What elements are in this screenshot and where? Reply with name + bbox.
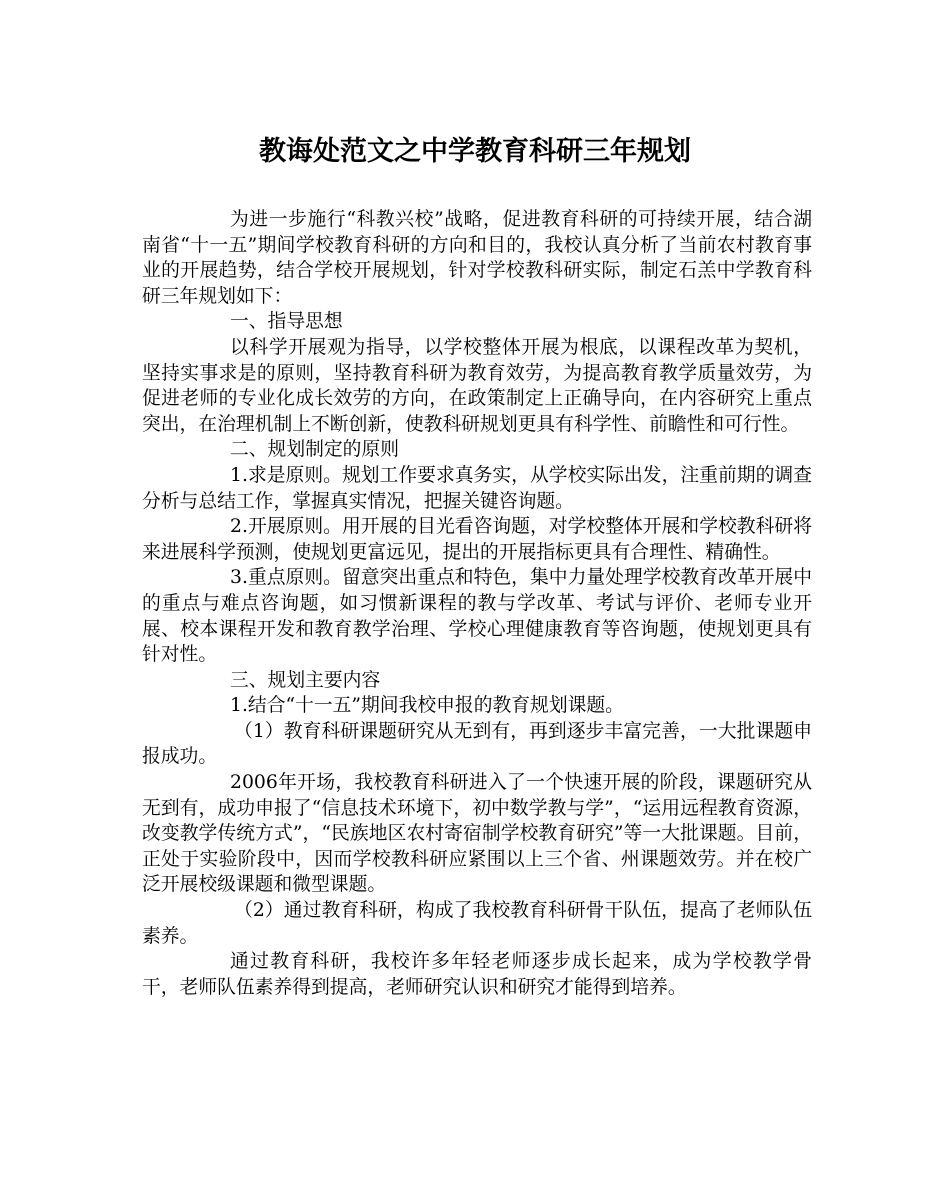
document-body bbox=[142, 207, 812, 1000]
paragraph-2006: 2006年开场，我校教育科研进入了一个快速开展的阶段，课题研究从无到有，成功申报了“信息技术环境下，初中数学教与学”，“运用远程教育资源，改变教学传统方式”，“民族地区农村寄宿制学校教育研究”等一大批课题。目前，正处于实验阶段中，因而学校教科研应紧围以上三个省、州课题效劳。并在校广泛开展校级课题和微型课题。 bbox=[142, 772, 812, 896]
content-subitem-2: （2）通过教育科研，构成了我校教育科研骨干队伍，提高了老师队伍素养。 bbox=[142, 900, 812, 947]
paragraph-teachers: 通过教育科研，我校许多年轻老师逐步成长起来，成为学校教学骨干，老师队伍素养得到提高，老师研究认识和研究才能得到培养。 bbox=[142, 951, 812, 998]
principle-item-1: 1.求是原则。规划工作要求真务实，从学校实际出发，注重前期的调查分析与总结工作，掌握真实情况，把握关键咨询题。 bbox=[142, 464, 812, 512]
paragraph-guiding-thought: 以科学开展观为指导，以学校整体开展为根底，以课程改革为契机，坚持实事求是的原则，坚持教育科研为教育效劳，为提高教育教学质量效劳，为促进老师的专业化成长效劳的方向，在政策制定上正确导向，在内容研究上重点突出，在治理机制上不断创新，使教科研规划更具有科学性、前瞻性和可行性。 bbox=[142, 336, 812, 435]
content-subitem-1: （1）教育科研课题研究从无到有，再到逐步丰富完善，一大批课题申报成功。 bbox=[142, 720, 812, 768]
principle-item-2: 2.开展原则。用开展的目光看咨询题，对学校整体开展和学校教科研将来进展科学预测，使规划更富远见，提出的开展指标更具有合理性、精确性。 bbox=[142, 516, 812, 563]
section-heading-1: 一、指导思想 bbox=[230, 311, 343, 333]
section-heading-3: 三、规划主要内容 bbox=[230, 669, 381, 691]
section-heading-2: 二、规划制定的原则 bbox=[230, 439, 400, 461]
document-title: 教诲处范文之中学教育科研三年规划 bbox=[259, 136, 691, 167]
content-item-1: 1.结合“十一五”期间我校申报的教育规划课题。 bbox=[230, 695, 624, 717]
paragraph-intro: 为进一步施行“科教兴校”战略，促进教育科研的可持续开展，结合湖南省“十一五”期间学校教育科研的方向和目的，我校认真分析了当前农村教育事业的开展趋势，结合学校开展规划，针对学校教科研实际，制定石羔中学教育科研三年规划如下： bbox=[142, 209, 812, 307]
principle-item-3: 3.重点原则。留意突出重点和特色，集中力量处理学校教育改革开展中的重点与难点咨询题，如习惯新课程的教与学改革、考试与评价、老师专业开展、校本课程开发和教育教学治理、学校心理健康教育等咨询题，使规划更具有针对性。 bbox=[142, 567, 812, 666]
